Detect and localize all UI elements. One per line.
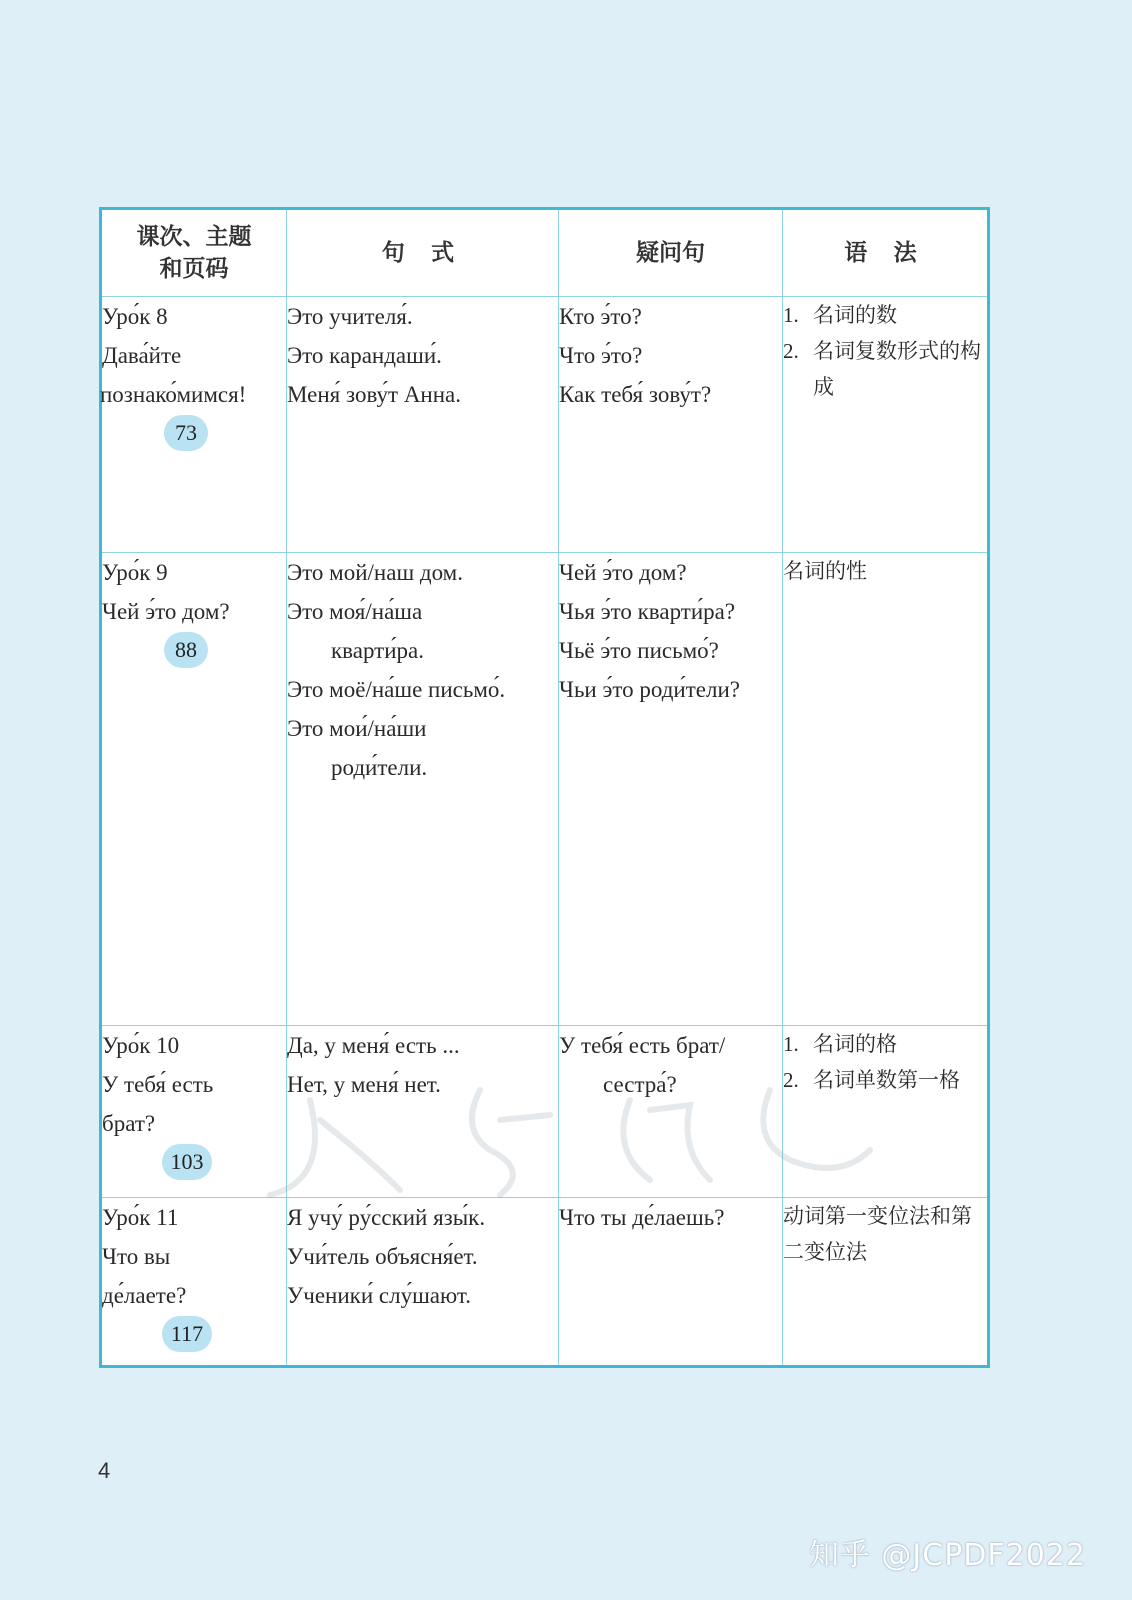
table-row [101,297,989,553]
page-number-badge[interactable]: 117 [162,1316,212,1352]
question-line: Чьё э́то письмо́? [559,638,719,663]
grammar-cell [783,1198,989,1367]
grammar-item-number: 2. [783,1068,799,1092]
question-line: Кто э́то? [559,304,642,329]
lesson-number: Уро́к 10 [102,1033,180,1058]
lesson-title-line: Чей э́то дом? [102,599,230,624]
pattern-line: Это карандаши́. [287,343,442,368]
questions-cell [559,1026,783,1198]
grammar-item-text: 名词的数 [813,303,897,327]
lesson-number: Уро́к 8 [102,304,168,329]
lesson-table [99,207,990,1368]
question-line: Чья э́то кварти́ра? [559,599,736,624]
pattern-line: кварти́ра. [331,638,424,663]
pattern-line: Ученики́ слу́шают. [287,1283,471,1308]
pattern-line: Это мои́/на́ши [287,716,427,741]
pattern-line: Учи́тель объясня́ет. [287,1244,478,1269]
question-line: Чей э́то дом? [559,560,687,585]
grammar-cell [783,1026,989,1198]
questions-cell [559,1198,783,1367]
pattern-line: Нет, у меня́ нет. [287,1072,441,1097]
patterns-cell [287,297,559,553]
grammar-text: 名词的性 [783,559,867,583]
grammar-item-number: 1. [783,1032,799,1056]
question-line: сестра́? [603,1072,677,1097]
questions-cell [559,297,783,553]
question-line: Что ты де́лаешь? [559,1205,725,1230]
pattern-line: Это моя́/на́ша [287,599,423,624]
header-questions: 疑问句 [559,209,783,297]
pattern-line: Да, у меня́ есть ... [287,1033,460,1058]
grammar-cell [783,297,989,553]
grammar-item [783,1062,987,1098]
page-number-badge[interactable]: 88 [164,632,208,668]
grammar-text: 动词第一变位法和第二变位法 [783,1204,972,1264]
table-row [101,1026,989,1198]
grammar-item [783,297,987,333]
patterns-cell [287,1026,559,1198]
pattern-line: Меня́ зову́т Анна. [287,382,462,407]
lesson-title-line: де́лаете? [102,1283,187,1308]
patterns-cell [287,1198,559,1367]
grammar-item-text: 名词的格 [813,1032,897,1056]
question-line: Чьи э́то роди́тели? [559,677,740,702]
question-line: У тебя́ есть брат/ [559,1033,726,1058]
header-lesson-line1: 课次、主题 [136,224,252,250]
lesson-title-line: познако́мимся! [100,382,247,407]
question-line: Как тебя́ зову́т? [559,382,712,407]
table-row [101,553,989,1026]
pattern-line: Это учителя́. [287,304,413,329]
grammar-item-number: 2. [783,339,799,363]
lesson-cell [101,1198,287,1367]
lesson-title-line: Дава́йте [102,343,182,368]
table-row [101,1198,989,1367]
patterns-cell [287,553,559,1026]
page-number-badge[interactable]: 103 [162,1144,212,1180]
page-number-badge[interactable]: 73 [164,415,208,451]
lesson-number: Уро́к 9 [102,560,168,585]
header-grammar: 语 法 [783,209,989,297]
pattern-line: роди́тели. [331,755,428,780]
grammar-item [783,1026,987,1062]
lesson-title-line: Что вы [102,1244,171,1269]
pattern-line: Я учу́ ру́сский язы́к. [287,1205,486,1230]
lesson-number: Уро́к 11 [102,1205,179,1230]
grammar-item [783,333,987,405]
header-lesson [101,209,287,297]
question-line: Что э́то? [559,343,643,368]
source-watermark: 知乎 @JCPDF2022 [808,1538,1086,1573]
page-number: 4 [98,1458,111,1483]
header-patterns: 句 式 [287,209,559,297]
pattern-line: Это моё/на́ше письмо́. [287,677,506,702]
lesson-cell [101,1026,287,1198]
questions-cell [559,553,783,1026]
lesson-title-line: брат? [102,1111,156,1136]
lesson-title-line: У тебя́ есть [102,1072,214,1097]
pattern-line: Это мой/наш дом. [287,560,463,585]
grammar-item-text: 名词复数形式的构成 [813,339,981,399]
grammar-item-text: 名词单数第一格 [813,1068,960,1092]
lesson-cell [101,297,287,553]
grammar-cell [783,553,989,1026]
lesson-cell [101,553,287,1026]
header-lesson-line2: 和页码 [159,256,229,282]
table-header-row [101,209,989,297]
grammar-item-number: 1. [783,303,799,327]
